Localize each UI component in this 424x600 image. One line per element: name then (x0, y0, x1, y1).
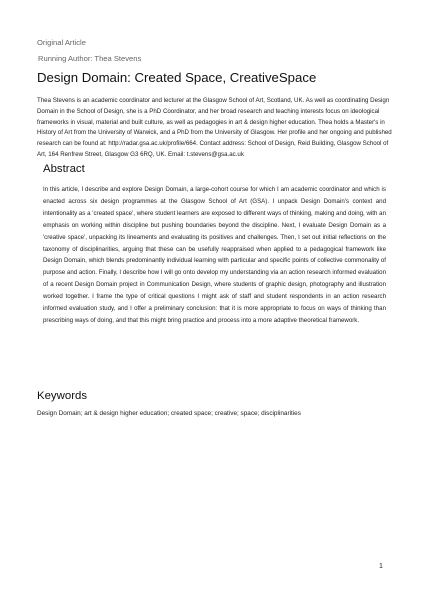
article-type: Original Article (37, 38, 86, 47)
keywords-heading: Keywords (37, 390, 88, 402)
running-author: Running Author: Thea Stevens (38, 54, 142, 63)
abstract-text: In this article, I describe and explore Design Domain, a large-cohort course for which I am academic coordinator and which is enacted across six design programmes at the Glasgow School of Art (GSA). I unpack Design Domain's context and intentionality as a 'created space', where student learners are exposed to different ways of thinking, making and doing, with an emphasis on working within discipline but pushing boundaries beyond the discipline. Next, I evaluate Design Domain as a 'creative space', unpacking its lineaments and evaluating its positives and challenges. Then, I set out initial reflections on the taxonomy of disciplinarities, arguing that these can be usefully reappraised when applied to a pedagogical framework like Design Domain, which blends predominantly individual learning with particular and specific points of collective commonality of purpose and action. Finally, I describe how I will go onto develop my understanding via an action research informed evaluation of a recent Design Domain project in Communication Design, where students of graphic design, photography and illustration worked together. I frame the type of critical questions I might ask of staff and student respondents in an action research informed evaluation study, and I offer a preliminary conclusion: that it is more appropriate to focus on ways of thinking than prescribing ways of doing, and that this might bring practice and process into a more adaptive theoretical framework. (43, 186, 386, 324)
abstract-heading: Abstract (43, 163, 85, 175)
article-title: Design Domain: Created Space, CreativeSpace (37, 70, 317, 85)
keywords-text: Design Domain; art & design higher education; created space; creative; space; disciplinarities (37, 410, 301, 417)
author-bio: Thea Stevens is an academic coordinator and lecturer at the Glasgow School of Art, Scotland, UK. As well as coordinating Design Domain in the School of Design, she is a PhD Coordinator, and her broad research and teaching interests focus on ideological frameworks in visual, material and built culture, as well as pedagogies in art & design higher education. Thea holds a Master's in History of Art from the University of Warwick, and a PhD from the University of Glasgow. Her profile and her ongoing and published research can be found at: http://radar.gsa.ac.uk/profile/664. Contact address: School of Design, Reid Building, Glasgow School of Art, 164 Renfrew Street, Glasgow G3 6RQ, UK. Email: t.stevens@gsa.ac.uk (37, 97, 392, 158)
page-number: 1 (379, 563, 383, 570)
